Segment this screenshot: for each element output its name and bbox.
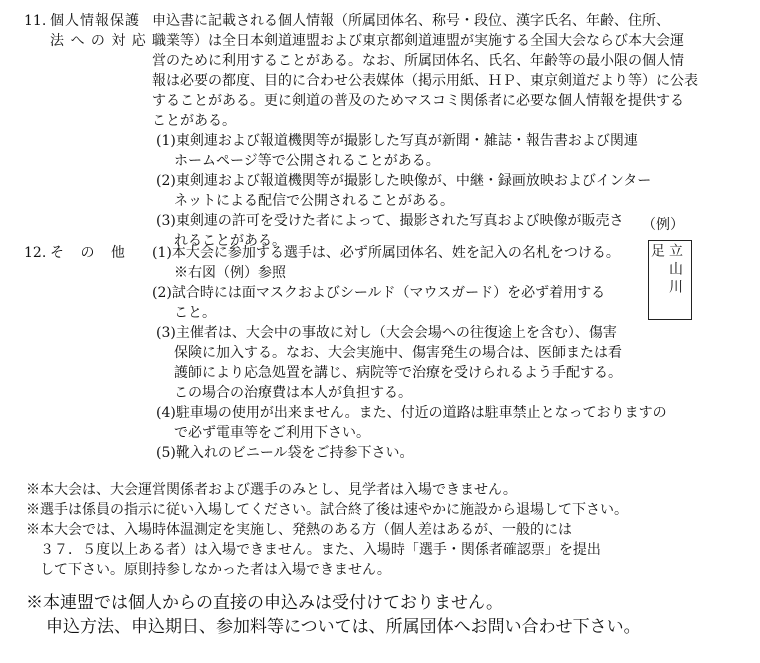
section-11-item: れることがある。: [174, 233, 286, 249]
section-11-text-line: 申込書に記載される個人情報（所属団体名、称号・段位、漢字氏名、年齢、住所、: [152, 13, 670, 29]
section-11-text-line: 報は必要の都度、目的に合わせ公表媒体（掲示用紙、ＨＰ、東京剣道だより等）に公表: [152, 73, 698, 89]
section-11-item: ホームページ等で公開されることがある。: [174, 153, 440, 169]
section-11-item: (1)東剣連および報道機関等が撮影した写真が新聞・雑誌・報告書および関連: [156, 133, 638, 149]
note-line: ※本大会では、入場時体温測定を実施し、発熱のある方（個人差はあるが、一般的には: [26, 522, 572, 538]
section-12-number: 12.: [24, 245, 47, 261]
name-tag-example: [648, 240, 692, 320]
section-12-line: 保険に加入する。なお、大会実施中、傷害発生の場合は、医師または看: [174, 345, 622, 361]
section-11-title-line2: 法 へ の 対 応: [50, 33, 147, 49]
section-11-text-line: 職業等）は全日本剣道連盟および東京都剣道連盟が実施する全国大会ならび本大会運: [152, 33, 684, 49]
name-tag-right-column: 立山川: [667, 243, 683, 297]
section-12-title: そ の 他: [50, 245, 131, 261]
section-11-title-line1: 個人情報保護: [50, 13, 140, 29]
section-12-line: この場合の治療費は本人が負担する。: [174, 385, 412, 401]
section-12-line: (3)主催者は、大会中の事故に対し（大会会場への往復途上を含む）、傷害: [156, 325, 617, 341]
section-11-item: (3)東剣連の許可を受けた者によって、撮影された写真および映像が販売さ: [156, 213, 624, 229]
note-line: ※本大会は、大会運営関係者および選手のみとし、見学者は入場できません。: [26, 482, 517, 498]
section-11-text-line: することがある。更に剣道の普及のためマスコミ関係者に必要な個人情報を提供する: [152, 93, 684, 109]
section-12-line: (5)靴入れのビニール袋をご持参下さい。: [156, 445, 414, 461]
section-11-text-line: ことがある。: [152, 113, 236, 129]
name-tag-left-column: 足: [649, 243, 665, 261]
section-12-line: 護師により応急処置を講じ、病院等で治療を受けられるよう手配する。: [174, 365, 622, 381]
section-12-line: (1)本大会に参加する選手は、必ず所属団体名、姓を記入の名札をつける。: [152, 245, 620, 261]
section-12-line: (4)駐車場の使用が出来ません。また、付近の道路は駐車禁止となっておりますの: [156, 405, 667, 421]
footer-notice-line: 申込方法、申込期日、参加料等については、所属団体へお問い合わせ下さい。: [46, 617, 641, 637]
section-12-line: で必ず電車等をご利用下さい。: [174, 425, 370, 441]
note-line: して下さい。原則持参しなかった者は入場できません。: [40, 562, 391, 578]
section-12-line: こと。: [174, 305, 216, 321]
section-12-line: (2)試合時には面マスクおよびシールド（マウスガード）を必ず着用する: [152, 285, 606, 301]
note-line: ３７．５度以上ある者）は入場できません。また、入場時「選手・関係者確認票」を提出: [40, 542, 601, 558]
section-11-item: ネットによる配信で公開されることがある。: [174, 193, 454, 209]
note-line: ※選手は係員の指示に従い入場してください。試合終了後は速やかに施設から退場して下さい。: [26, 502, 628, 518]
section-11-number: 11.: [24, 13, 47, 29]
example-label: （例）: [642, 217, 684, 233]
section-11-item: (2)東剣連および報道機関等が撮影した映像が、中継・録画放映およびインター: [156, 173, 652, 189]
section-11-text-line: 営のために利用することがある。なお、所属団体名、氏名、年齢等の最小限の個人情: [152, 53, 684, 69]
footer-notice-line: ※本連盟では個人からの直接の申込みは受付けておりません。: [26, 593, 504, 613]
section-12-line: ※右図（例）参照: [174, 265, 286, 281]
